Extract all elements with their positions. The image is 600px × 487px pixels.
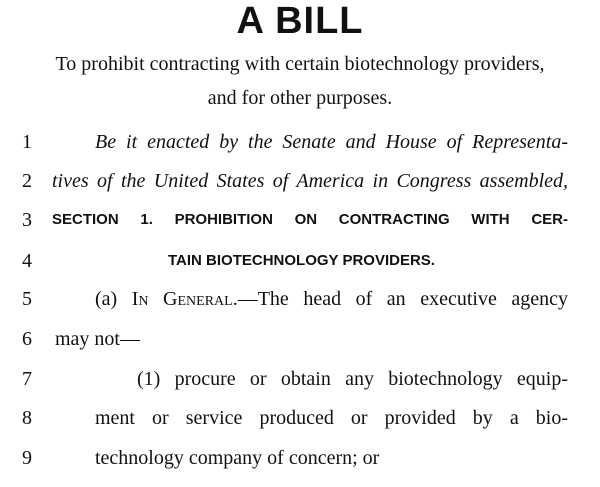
enacting-clause-text: Be it enacted by the Senate and House of Representa-	[95, 131, 568, 153]
subsection-a-text: may not—	[55, 328, 140, 350]
bill-purpose-line-2: and for other purposes.	[207, 87, 393, 109]
bill-line	[0, 205, 600, 235]
bill-line	[0, 443, 600, 473]
paragraph-1-text: (1) procure or obtain any biotechnology equip-	[137, 368, 568, 390]
line-number: 6	[22, 328, 32, 350]
line-number: 5	[22, 288, 32, 310]
enacting-clause-text: tives of the United States of America in Congress assembled,	[52, 170, 568, 192]
bill-line	[0, 364, 600, 394]
section-heading-text: SECTION 1. PROHIBITION ON CONTRACTING WITH CER-	[52, 211, 568, 228]
bill-title: A BILL	[236, 0, 364, 42]
line-number: 2	[22, 170, 32, 192]
bill-line	[0, 246, 600, 276]
line-number: 3	[22, 209, 32, 231]
subsection-a-text	[55, 284, 568, 314]
line-number: 1	[22, 131, 32, 153]
bill-line	[0, 324, 600, 354]
line-number: 7	[22, 368, 32, 390]
bill-line	[0, 127, 600, 157]
bill-purpose-line-1: To prohibit contracting with certain biotechnology providers,	[55, 53, 545, 75]
paragraph-1-text: technology company of concern; or	[95, 447, 380, 469]
paragraph-1-text: ment or service produced or provided by a bio-	[95, 407, 568, 429]
line-number: 4	[22, 250, 32, 272]
bill-line	[0, 284, 600, 314]
section-heading-text: TAIN BIOTECHNOLOGY PROVIDERS.	[168, 252, 435, 269]
subsection-prefix: (a)	[95, 288, 132, 310]
line-number: 8	[22, 407, 32, 429]
subsection-heading: In General.	[131, 288, 238, 310]
line-number: 9	[22, 447, 32, 469]
subsection-body: —The head of an executive agency	[237, 288, 568, 310]
bill-line	[0, 403, 600, 433]
bill-line	[0, 166, 600, 196]
